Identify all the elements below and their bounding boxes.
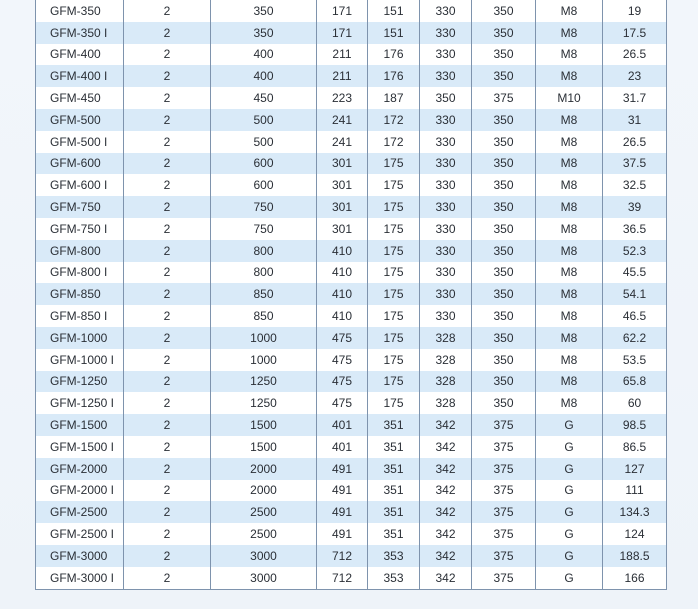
value-cell-6: 350 <box>472 392 536 414</box>
value-cell-7: G <box>536 523 603 545</box>
model-cell: GFM-800 I <box>36 262 124 284</box>
value-cell-4: 176 <box>368 65 420 87</box>
value-cell-1: 2 <box>124 196 211 218</box>
value-cell-5: 330 <box>420 131 472 153</box>
value-cell-7: M8 <box>536 218 603 240</box>
value-cell-6: 375 <box>472 545 536 567</box>
value-cell-6: 350 <box>472 22 536 44</box>
model-cell: GFM-3000 I <box>36 567 124 589</box>
value-cell-6: 350 <box>472 153 536 175</box>
value-cell-2: 500 <box>211 109 317 131</box>
value-cell-6: 350 <box>472 218 536 240</box>
value-cell-1: 2 <box>124 283 211 305</box>
value-cell-7: M8 <box>536 371 603 393</box>
value-cell-7: G <box>536 545 603 567</box>
value-cell-2: 1250 <box>211 371 317 393</box>
value-cell-3: 171 <box>317 0 368 22</box>
value-cell-1: 2 <box>124 240 211 262</box>
model-cell: GFM-750 I <box>36 218 124 240</box>
table-row <box>36 153 667 175</box>
table-row <box>36 458 667 480</box>
value-cell-8: 19 <box>603 0 667 22</box>
value-cell-6: 375 <box>472 480 536 502</box>
value-cell-2: 600 <box>211 153 317 175</box>
value-cell-4: 351 <box>368 501 420 523</box>
value-cell-4: 353 <box>368 567 420 589</box>
table-row <box>36 523 667 545</box>
value-cell-3: 301 <box>317 153 368 175</box>
value-cell-8: 45.5 <box>603 262 667 284</box>
value-cell-1: 2 <box>124 262 211 284</box>
value-cell-1: 2 <box>124 458 211 480</box>
value-cell-4: 175 <box>368 262 420 284</box>
value-cell-3: 491 <box>317 480 368 502</box>
value-cell-1: 2 <box>124 436 211 458</box>
value-cell-5: 328 <box>420 392 472 414</box>
value-cell-1: 2 <box>124 153 211 175</box>
value-cell-7: M8 <box>536 283 603 305</box>
value-cell-5: 342 <box>420 458 472 480</box>
table-row <box>36 262 667 284</box>
value-cell-5: 330 <box>420 218 472 240</box>
value-cell-3: 491 <box>317 523 368 545</box>
value-cell-8: 23 <box>603 65 667 87</box>
table-row <box>36 196 667 218</box>
value-cell-3: 491 <box>317 458 368 480</box>
table-row <box>36 218 667 240</box>
value-cell-4: 175 <box>368 196 420 218</box>
value-cell-4: 175 <box>368 240 420 262</box>
value-cell-2: 2000 <box>211 480 317 502</box>
value-cell-3: 410 <box>317 262 368 284</box>
model-cell: GFM-450 <box>36 87 124 109</box>
value-cell-7: M8 <box>536 262 603 284</box>
value-cell-1: 2 <box>124 501 211 523</box>
value-cell-8: 37.5 <box>603 153 667 175</box>
value-cell-7: M8 <box>536 44 603 66</box>
value-cell-8: 65.8 <box>603 371 667 393</box>
value-cell-2: 1000 <box>211 327 317 349</box>
value-cell-1: 2 <box>124 523 211 545</box>
value-cell-4: 351 <box>368 436 420 458</box>
value-cell-1: 2 <box>124 44 211 66</box>
table-row <box>36 501 667 523</box>
value-cell-4: 175 <box>368 371 420 393</box>
value-cell-3: 712 <box>317 545 368 567</box>
value-cell-3: 171 <box>317 22 368 44</box>
value-cell-1: 2 <box>124 174 211 196</box>
model-cell: GFM-800 <box>36 240 124 262</box>
value-cell-3: 301 <box>317 174 368 196</box>
model-cell: GFM-500 I <box>36 131 124 153</box>
value-cell-5: 330 <box>420 240 472 262</box>
value-cell-2: 600 <box>211 174 317 196</box>
value-cell-8: 31 <box>603 109 667 131</box>
value-cell-4: 172 <box>368 131 420 153</box>
value-cell-2: 850 <box>211 283 317 305</box>
table-row <box>36 65 667 87</box>
value-cell-4: 351 <box>368 523 420 545</box>
value-cell-7: G <box>536 436 603 458</box>
table-row <box>36 327 667 349</box>
value-cell-5: 330 <box>420 44 472 66</box>
value-cell-8: 31.7 <box>603 87 667 109</box>
value-cell-6: 350 <box>472 371 536 393</box>
value-cell-2: 1250 <box>211 392 317 414</box>
value-cell-6: 375 <box>472 523 536 545</box>
value-cell-8: 32.5 <box>603 174 667 196</box>
value-cell-5: 328 <box>420 349 472 371</box>
model-cell: GFM-2000 <box>36 458 124 480</box>
model-cell: GFM-1250 <box>36 371 124 393</box>
value-cell-8: 86.5 <box>603 436 667 458</box>
value-cell-5: 342 <box>420 567 472 589</box>
model-cell: GFM-500 <box>36 109 124 131</box>
value-cell-7: M8 <box>536 240 603 262</box>
value-cell-7: M10 <box>536 87 603 109</box>
value-cell-8: 62.2 <box>603 327 667 349</box>
value-cell-7: M8 <box>536 109 603 131</box>
table-row <box>36 371 667 393</box>
value-cell-1: 2 <box>124 87 211 109</box>
value-cell-5: 330 <box>420 22 472 44</box>
value-cell-7: G <box>536 480 603 502</box>
value-cell-7: M8 <box>536 153 603 175</box>
value-cell-4: 353 <box>368 545 420 567</box>
value-cell-4: 151 <box>368 0 420 22</box>
value-cell-4: 175 <box>368 392 420 414</box>
value-cell-6: 350 <box>472 196 536 218</box>
value-cell-4: 175 <box>368 349 420 371</box>
value-cell-6: 375 <box>472 501 536 523</box>
table-row <box>36 44 667 66</box>
value-cell-2: 3000 <box>211 567 317 589</box>
value-cell-6: 375 <box>472 414 536 436</box>
value-cell-6: 350 <box>472 131 536 153</box>
table-row <box>36 349 667 371</box>
model-cell: GFM-1500 <box>36 414 124 436</box>
value-cell-3: 410 <box>317 283 368 305</box>
value-cell-3: 475 <box>317 392 368 414</box>
value-cell-2: 350 <box>211 0 317 22</box>
value-cell-8: 124 <box>603 523 667 545</box>
value-cell-6: 350 <box>472 240 536 262</box>
model-cell: GFM-350 I <box>36 22 124 44</box>
value-cell-4: 175 <box>368 174 420 196</box>
value-cell-8: 26.5 <box>603 44 667 66</box>
value-cell-8: 52.3 <box>603 240 667 262</box>
value-cell-8: 127 <box>603 458 667 480</box>
value-cell-3: 475 <box>317 349 368 371</box>
model-cell: GFM-600 I <box>36 174 124 196</box>
value-cell-3: 301 <box>317 196 368 218</box>
value-cell-1: 2 <box>124 545 211 567</box>
value-cell-5: 330 <box>420 153 472 175</box>
value-cell-7: M8 <box>536 65 603 87</box>
value-cell-7: M8 <box>536 196 603 218</box>
table-row <box>36 87 667 109</box>
value-cell-8: 46.5 <box>603 305 667 327</box>
value-cell-1: 2 <box>124 392 211 414</box>
value-cell-8: 36.5 <box>603 218 667 240</box>
value-cell-8: 53.5 <box>603 349 667 371</box>
value-cell-2: 2000 <box>211 458 317 480</box>
table-row <box>36 131 667 153</box>
value-cell-5: 330 <box>420 196 472 218</box>
value-cell-8: 188.5 <box>603 545 667 567</box>
value-cell-3: 401 <box>317 436 368 458</box>
value-cell-7: G <box>536 501 603 523</box>
value-cell-3: 401 <box>317 414 368 436</box>
value-cell-5: 330 <box>420 174 472 196</box>
value-cell-2: 450 <box>211 87 317 109</box>
model-cell: GFM-750 <box>36 196 124 218</box>
value-cell-6: 350 <box>472 327 536 349</box>
model-cell: GFM-1000 I <box>36 349 124 371</box>
value-cell-2: 350 <box>211 22 317 44</box>
value-cell-5: 342 <box>420 501 472 523</box>
value-cell-2: 2500 <box>211 523 317 545</box>
value-cell-7: M8 <box>536 327 603 349</box>
value-cell-8: 60 <box>603 392 667 414</box>
value-cell-3: 712 <box>317 567 368 589</box>
value-cell-7: M8 <box>536 174 603 196</box>
value-cell-4: 175 <box>368 327 420 349</box>
value-cell-2: 500 <box>211 131 317 153</box>
value-cell-2: 800 <box>211 240 317 262</box>
model-cell: GFM-850 <box>36 283 124 305</box>
value-cell-7: M8 <box>536 305 603 327</box>
model-cell: GFM-1500 I <box>36 436 124 458</box>
value-cell-6: 350 <box>472 349 536 371</box>
value-cell-4: 351 <box>368 414 420 436</box>
value-cell-7: M8 <box>536 392 603 414</box>
model-cell: GFM-600 <box>36 153 124 175</box>
value-cell-5: 342 <box>420 523 472 545</box>
model-cell: GFM-2000 I <box>36 480 124 502</box>
table-row <box>36 174 667 196</box>
value-cell-4: 175 <box>368 305 420 327</box>
value-cell-2: 750 <box>211 218 317 240</box>
value-cell-3: 475 <box>317 371 368 393</box>
value-cell-7: G <box>536 458 603 480</box>
value-cell-6: 375 <box>472 436 536 458</box>
value-cell-1: 2 <box>124 414 211 436</box>
value-cell-2: 750 <box>211 196 317 218</box>
value-cell-5: 342 <box>420 436 472 458</box>
value-cell-2: 850 <box>211 305 317 327</box>
table-row <box>36 109 667 131</box>
model-cell: GFM-400 <box>36 44 124 66</box>
value-cell-6: 350 <box>472 174 536 196</box>
value-cell-5: 330 <box>420 262 472 284</box>
value-cell-5: 330 <box>420 0 472 22</box>
value-cell-7: M8 <box>536 0 603 22</box>
spec-table <box>35 0 667 590</box>
value-cell-4: 175 <box>368 283 420 305</box>
value-cell-5: 328 <box>420 327 472 349</box>
model-cell: GFM-2500 <box>36 501 124 523</box>
value-cell-4: 175 <box>368 218 420 240</box>
value-cell-2: 1500 <box>211 436 317 458</box>
value-cell-4: 151 <box>368 22 420 44</box>
value-cell-1: 2 <box>124 218 211 240</box>
model-cell: GFM-3000 <box>36 545 124 567</box>
value-cell-5: 328 <box>420 371 472 393</box>
value-cell-3: 491 <box>317 501 368 523</box>
value-cell-5: 330 <box>420 283 472 305</box>
value-cell-1: 2 <box>124 327 211 349</box>
value-cell-2: 400 <box>211 65 317 87</box>
table-row <box>36 436 667 458</box>
value-cell-2: 2500 <box>211 501 317 523</box>
value-cell-2: 400 <box>211 44 317 66</box>
value-cell-8: 39 <box>603 196 667 218</box>
value-cell-8: 134.3 <box>603 501 667 523</box>
value-cell-3: 301 <box>317 218 368 240</box>
value-cell-5: 342 <box>420 480 472 502</box>
value-cell-4: 187 <box>368 87 420 109</box>
value-cell-1: 2 <box>124 109 211 131</box>
value-cell-4: 351 <box>368 480 420 502</box>
value-cell-3: 410 <box>317 240 368 262</box>
value-cell-8: 26.5 <box>603 131 667 153</box>
value-cell-3: 475 <box>317 327 368 349</box>
value-cell-8: 54.1 <box>603 283 667 305</box>
value-cell-6: 350 <box>472 305 536 327</box>
value-cell-5: 330 <box>420 109 472 131</box>
model-cell: GFM-1250 I <box>36 392 124 414</box>
spec-table-body <box>36 0 667 589</box>
table-row <box>36 545 667 567</box>
table-row <box>36 240 667 262</box>
value-cell-4: 351 <box>368 458 420 480</box>
value-cell-6: 375 <box>472 458 536 480</box>
table-row <box>36 283 667 305</box>
value-cell-1: 2 <box>124 0 211 22</box>
table-row <box>36 567 667 589</box>
table-row <box>36 22 667 44</box>
value-cell-8: 98.5 <box>603 414 667 436</box>
value-cell-2: 3000 <box>211 545 317 567</box>
value-cell-5: 330 <box>420 305 472 327</box>
value-cell-3: 410 <box>317 305 368 327</box>
value-cell-8: 166 <box>603 567 667 589</box>
value-cell-5: 342 <box>420 545 472 567</box>
spec-table-sheet <box>35 0 666 590</box>
value-cell-4: 172 <box>368 109 420 131</box>
value-cell-3: 211 <box>317 65 368 87</box>
value-cell-2: 1000 <box>211 349 317 371</box>
model-cell: GFM-350 <box>36 0 124 22</box>
value-cell-5: 342 <box>420 414 472 436</box>
value-cell-5: 330 <box>420 65 472 87</box>
value-cell-6: 350 <box>472 283 536 305</box>
value-cell-4: 176 <box>368 44 420 66</box>
value-cell-1: 2 <box>124 567 211 589</box>
value-cell-7: M8 <box>536 22 603 44</box>
value-cell-1: 2 <box>124 480 211 502</box>
value-cell-6: 350 <box>472 44 536 66</box>
value-cell-7: G <box>536 567 603 589</box>
table-row <box>36 0 667 22</box>
value-cell-1: 2 <box>124 371 211 393</box>
table-row <box>36 480 667 502</box>
value-cell-2: 800 <box>211 262 317 284</box>
table-row <box>36 414 667 436</box>
value-cell-2: 1500 <box>211 414 317 436</box>
model-cell: GFM-2500 I <box>36 523 124 545</box>
value-cell-3: 241 <box>317 109 368 131</box>
value-cell-1: 2 <box>124 131 211 153</box>
value-cell-5: 350 <box>420 87 472 109</box>
value-cell-8: 111 <box>603 480 667 502</box>
table-row <box>36 305 667 327</box>
model-cell: GFM-400 I <box>36 65 124 87</box>
value-cell-6: 350 <box>472 262 536 284</box>
model-cell: GFM-1000 <box>36 327 124 349</box>
table-row <box>36 392 667 414</box>
value-cell-7: M8 <box>536 349 603 371</box>
value-cell-6: 375 <box>472 87 536 109</box>
value-cell-7: M8 <box>536 131 603 153</box>
value-cell-1: 2 <box>124 65 211 87</box>
value-cell-8: 17.5 <box>603 22 667 44</box>
value-cell-1: 2 <box>124 349 211 371</box>
value-cell-3: 223 <box>317 87 368 109</box>
value-cell-6: 375 <box>472 567 536 589</box>
value-cell-6: 350 <box>472 109 536 131</box>
value-cell-6: 350 <box>472 65 536 87</box>
value-cell-6: 350 <box>472 0 536 22</box>
value-cell-1: 2 <box>124 22 211 44</box>
value-cell-3: 241 <box>317 131 368 153</box>
value-cell-4: 175 <box>368 153 420 175</box>
value-cell-7: G <box>536 414 603 436</box>
value-cell-1: 2 <box>124 305 211 327</box>
value-cell-3: 211 <box>317 44 368 66</box>
model-cell: GFM-850 I <box>36 305 124 327</box>
